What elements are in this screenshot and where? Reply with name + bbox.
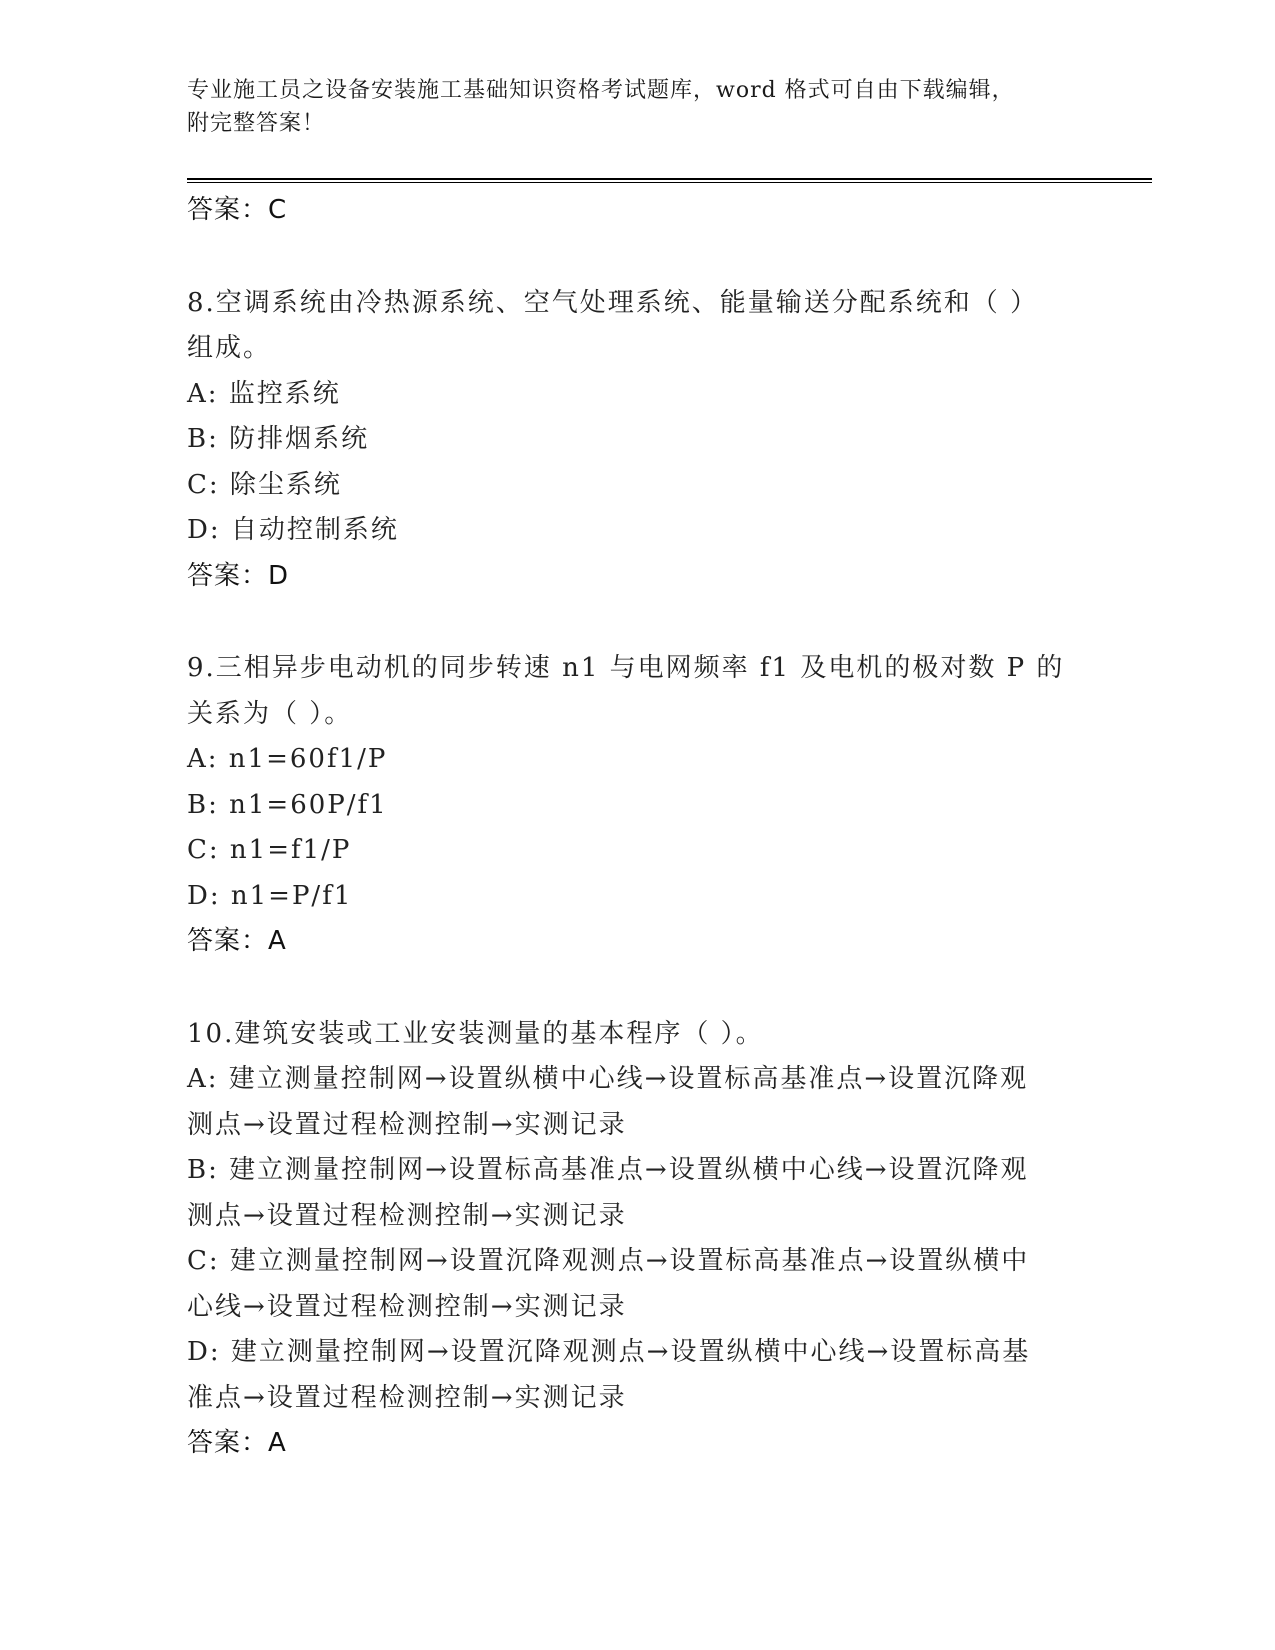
answer: 答案：A	[187, 1428, 287, 1458]
option-a-continued: 测点→设置过程检测控制→实测记录	[187, 1109, 627, 1140]
spacer	[187, 965, 1067, 1012]
header-rule-thin	[187, 182, 1152, 183]
question-stem-line: 关系为（ ）。	[187, 698, 353, 729]
option-a: A: n1=60f1/P	[187, 744, 388, 774]
spacer	[187, 599, 1067, 646]
document-page	[187, 0, 1152, 1650]
question-9	[187, 646, 1067, 965]
question-10	[187, 1012, 1067, 1467]
spacer	[187, 234, 1067, 281]
answer: 答案：A	[187, 926, 287, 956]
content	[187, 188, 1067, 1467]
option-b: B: 防排烟系统	[187, 424, 370, 454]
answer: 答案：D	[187, 560, 290, 591]
question-stem-line: 10.建筑安装或工业安装测量的基本程序（ ）。	[187, 1018, 764, 1049]
option-a: A: 建立测量控制网→设置纵横中心线→设置标高基准点→设置沉降观	[187, 1064, 1029, 1094]
option-c: C: 建立测量控制网→设置沉降观测点→设置标高基准点→设置纵横中	[187, 1246, 1030, 1276]
option-b: B: n1=60P/f1	[187, 789, 388, 820]
question-stem-line: 8.空调系统由冷热源系统、空气处理系统、能量输送分配系统和（ ）	[187, 287, 1039, 318]
option-c: C: n1=f1/P	[187, 835, 352, 865]
previous-answer: 答案：C	[187, 195, 288, 225]
question-stem-line: 9.三相异步电动机的同步转速 n1 与电网频率 f1 及电机的极对数 P 的	[187, 653, 1065, 683]
option-d: D: n1=P/f1	[187, 880, 353, 911]
header-line-1: 专业施工员之设备安装施工基础知识资格考试题库，word 格式可自由下载编辑，	[187, 78, 1015, 103]
question-8	[187, 281, 1067, 600]
option-d: D: 自动控制系统	[187, 515, 399, 545]
option-c-continued: 心线→设置过程检测控制→实测记录	[187, 1291, 627, 1322]
question-stem-line: 组成。	[187, 333, 272, 363]
option-b: B: 建立测量控制网→设置标高基准点→设置纵横中心线→设置沉降观	[187, 1155, 1029, 1185]
option-b-continued: 测点→设置过程检测控制→实测记录	[187, 1200, 627, 1231]
option-d-continued: 准点→设置过程检测控制→实测记录	[187, 1382, 627, 1413]
page-header	[187, 74, 1067, 140]
header-rule-thick	[187, 178, 1152, 180]
option-c: C: 除尘系统	[187, 469, 342, 500]
header-line-2: 附完整答案！	[187, 111, 326, 136]
option-d: D: 建立测量控制网→设置沉降观测点→设置纵横中心线→设置标高基	[187, 1337, 1031, 1367]
option-a: A: 监控系统	[187, 378, 341, 409]
